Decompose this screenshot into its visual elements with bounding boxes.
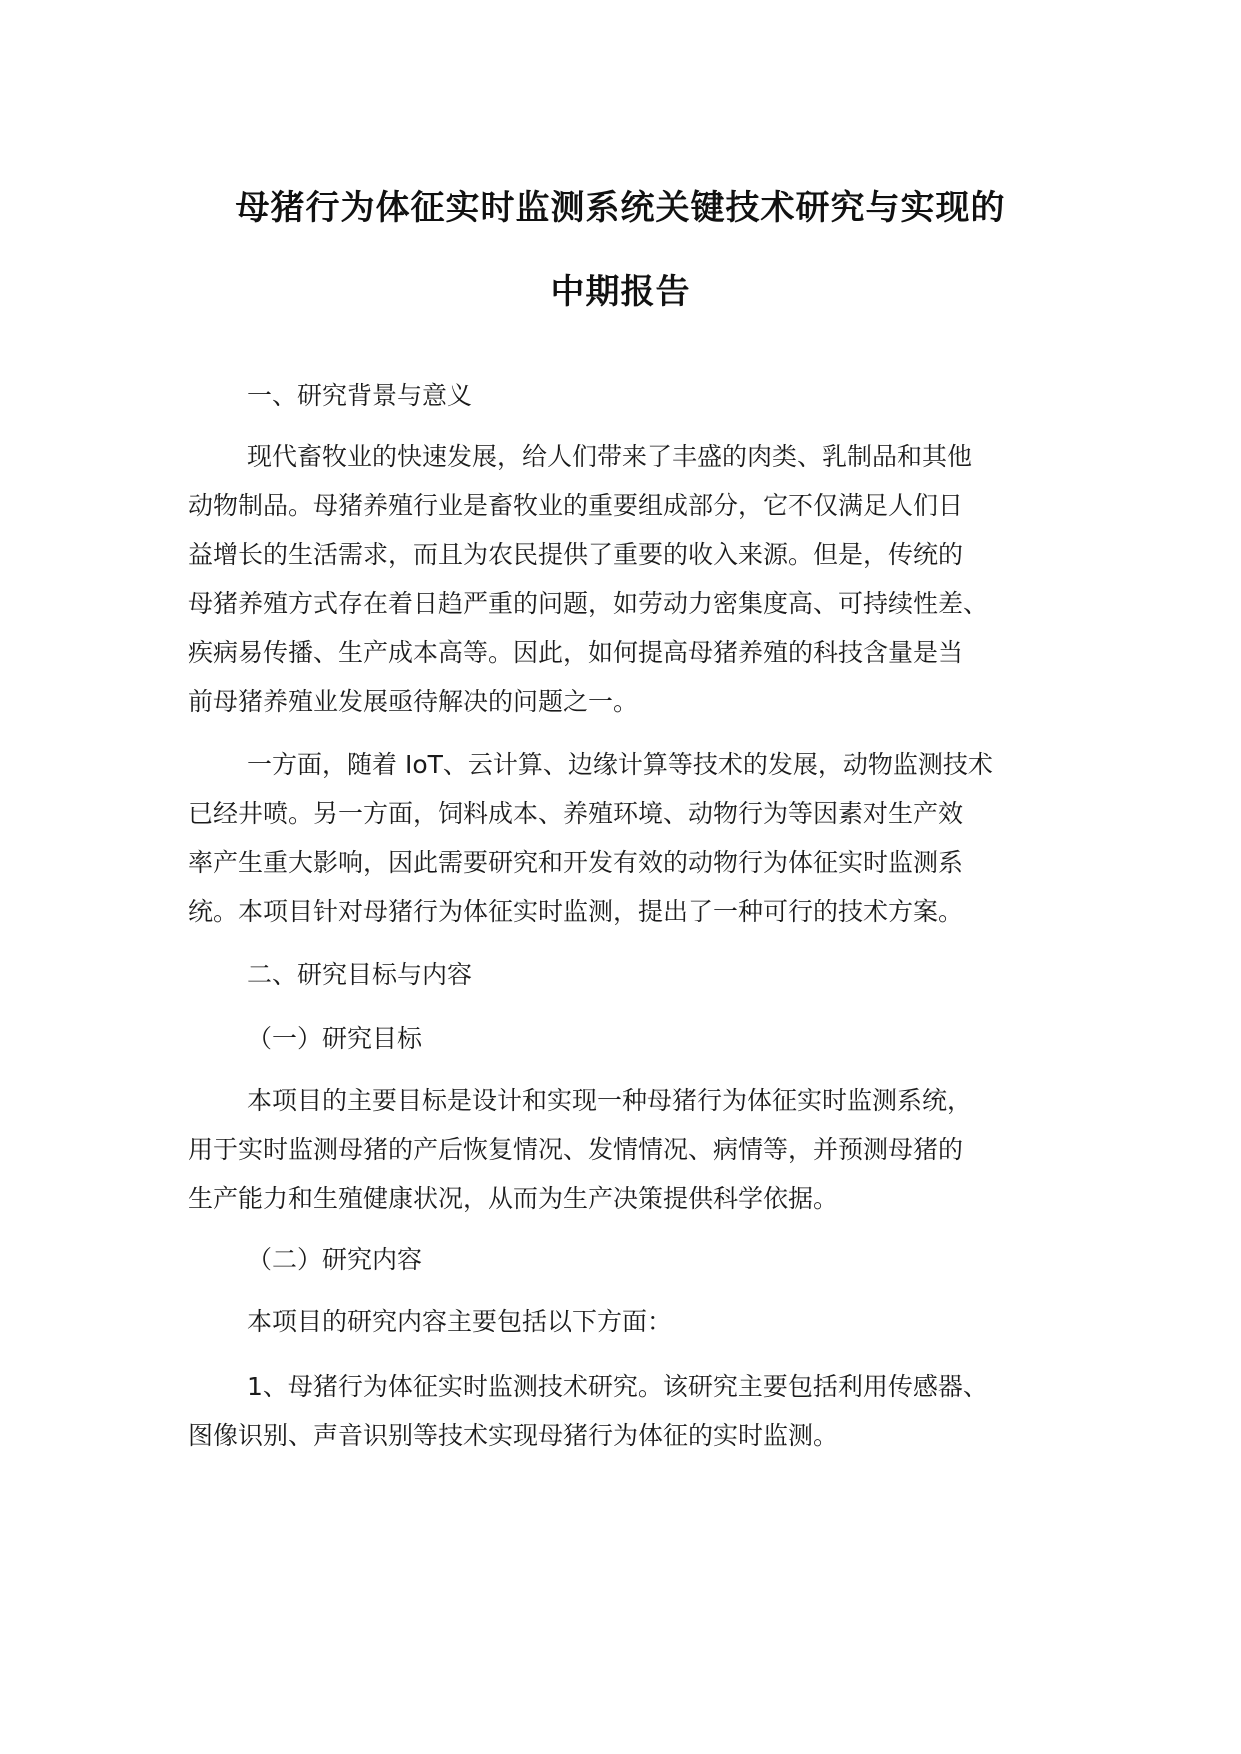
subsection-heading-goal: （一）研究目标 [247, 1024, 423, 1053]
paragraph-line: 动物制品。母猪养殖行业是畜牧业的重要组成部分，它不仅满足人们日 [188, 491, 964, 520]
paragraph-line: 本项目的研究内容主要包括以下方面： [247, 1307, 673, 1336]
document-title-line-1: 母猪行为体征实时监测系统关键技术研究与实现的 [235, 188, 1006, 228]
paragraph-line: 母猪养殖方式存在着日趋严重的问题，如劳动力密集度高、可持续性差、 [188, 589, 989, 618]
paragraph-line: 本项目的主要目标是设计和实现一种母猪行为体征实时监测系统， [247, 1086, 973, 1115]
paragraph-line: 统。本项目针对母猪行为体征实时监测，提出了一种可行的技术方案。 [188, 897, 964, 926]
paragraph-line: 现代畜牧业的快速发展，给人们带来了丰盛的肉类、乳制品和其他 [247, 442, 973, 471]
section-heading-objectives: 二、研究目标与内容 [247, 960, 473, 989]
paragraph-line: 前母猪养殖业发展亟待解决的问题之一。 [188, 687, 639, 716]
paragraph-line: 一方面，随着 IoT、云计算、边缘计算等技术的发展，动物监测技术 [247, 750, 993, 779]
section-heading-background: 一、研究背景与意义 [247, 381, 473, 410]
document-title-line-2: 中期报告 [550, 272, 691, 312]
list-item-line: 1、母猪行为体征实时监测技术研究。该研究主要包括利用传感器、 [247, 1372, 988, 1401]
paragraph-line: 疾病易传播、生产成本高等。因此，如何提高母猪养殖的科技含量是当 [188, 638, 964, 667]
subsection-heading-content: （二）研究内容 [247, 1245, 423, 1274]
paragraph-line: 率产生重大影响，因此需要研究和开发有效的动物行为体征实时监测系 [188, 848, 964, 877]
paragraph-line: 用于实时监测母猪的产后恢复情况、发情情况、病情等，并预测母猪的 [188, 1135, 964, 1164]
list-item-line: 图像识别、声音识别等技术实现母猪行为体征的实时监测。 [188, 1421, 839, 1450]
paragraph-line: 已经井喷。另一方面，饲料成本、养殖环境、动物行为等因素对生产效 [188, 799, 964, 828]
paragraph-line: 生产能力和生殖健康状况，从而为生产决策提供科学依据。 [188, 1184, 839, 1213]
paragraph-line: 益增长的生活需求，而且为农民提供了重要的收入来源。但是，传统的 [188, 540, 964, 569]
